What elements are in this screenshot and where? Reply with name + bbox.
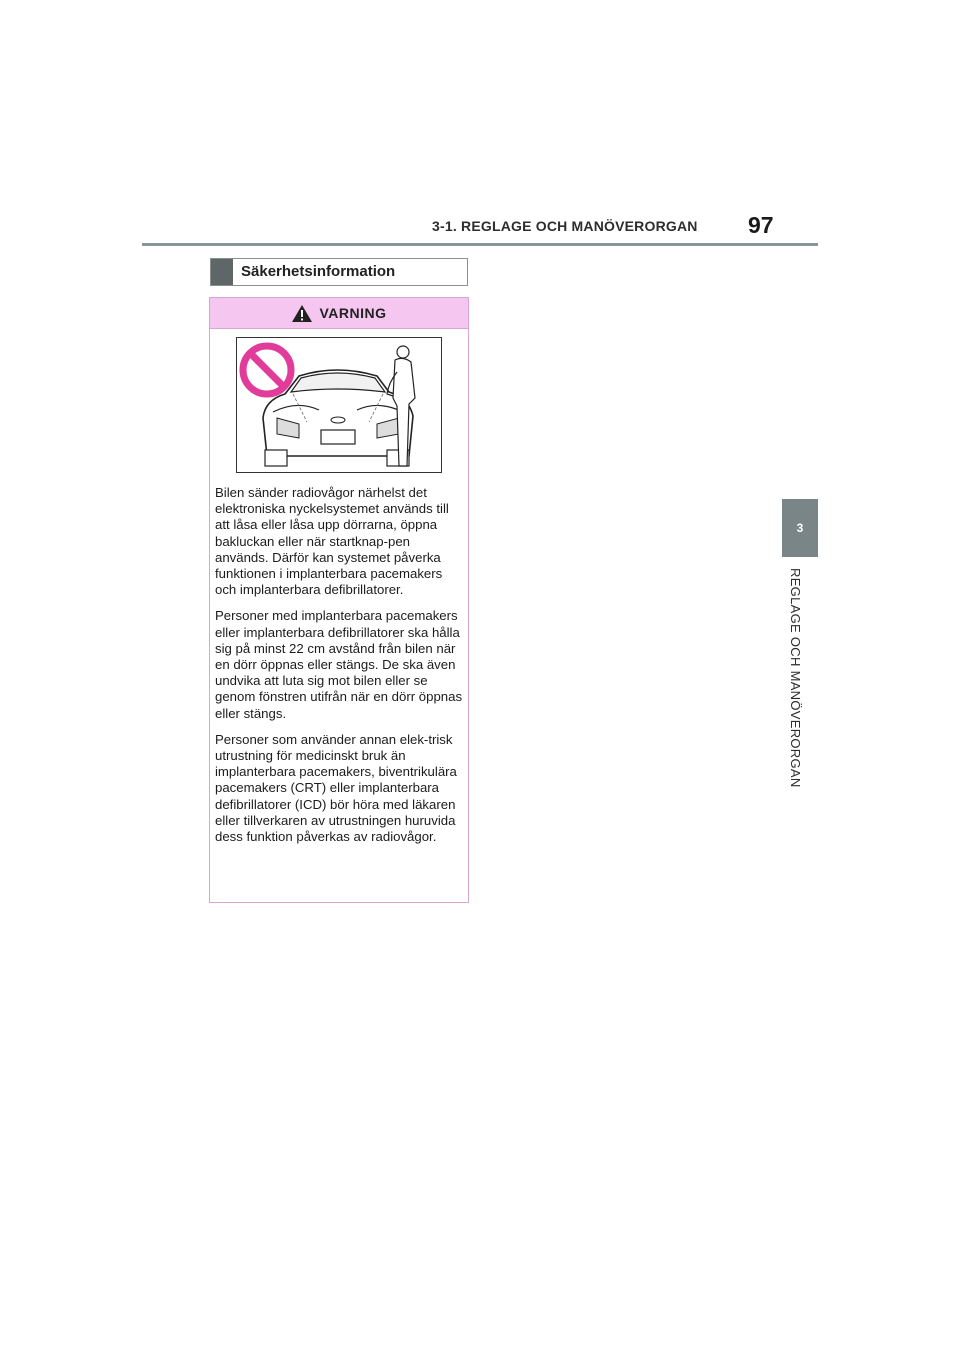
chapter-tab: 3 bbox=[782, 499, 818, 557]
section-title: Säkerhetsinformation bbox=[241, 263, 396, 280]
car-person-illustration bbox=[237, 338, 441, 472]
warning-paragraph-3: Personer som använder annan elek-trisk utrustning för medicinskt bruk än implanterbara pacemakers, biventrikulära pacemakers (CRT) eller implanterbara defibrillatorer (ICD) bör höra med läkaren eller tillverkaren av utrustningen huruvida dess funktion påverkas av radiovågor. bbox=[215, 731, 457, 845]
page-number: 97 bbox=[748, 212, 774, 238]
warning-paragraph-1: Bilen sänder radiovågor närhelst det elektroniska nyckelsystemet används till att låsa eller låsa upp dörrarna, öppna bakluckan eller när startknap-pen används. Därför kan systemet påverka funktionen i implanterbara pacemakers och implanterbara defibrillatorer. bbox=[215, 485, 449, 598]
warning-header bbox=[210, 298, 468, 329]
section-heading bbox=[210, 258, 468, 286]
warning-box bbox=[209, 297, 469, 903]
warning-illustration bbox=[236, 337, 442, 473]
chapter-side-label: REGLAGE OCH MANÖVERORGAN bbox=[788, 568, 803, 788]
page-header-title: 3-1. REGLAGE OCH MANÖVERORGAN bbox=[432, 218, 698, 234]
warning-triangle-icon bbox=[291, 304, 313, 323]
prohibition-icon bbox=[243, 346, 291, 394]
warning-text bbox=[215, 485, 465, 855]
warning-label: VARNING bbox=[319, 305, 387, 321]
header-rule bbox=[142, 243, 818, 246]
section-marker bbox=[211, 259, 233, 285]
warning-paragraph-2: Personer med implanterbara pacemakers eller implanterbara defibrillatorer ska hålla sig på minst 22 cm avstånd från bilen när en dörr öppnas eller stängs. De ska även undvika att luta sig mot bilen eller se genom fönstren utifrån när en dörr öppnas eller stängs. bbox=[215, 608, 463, 721]
